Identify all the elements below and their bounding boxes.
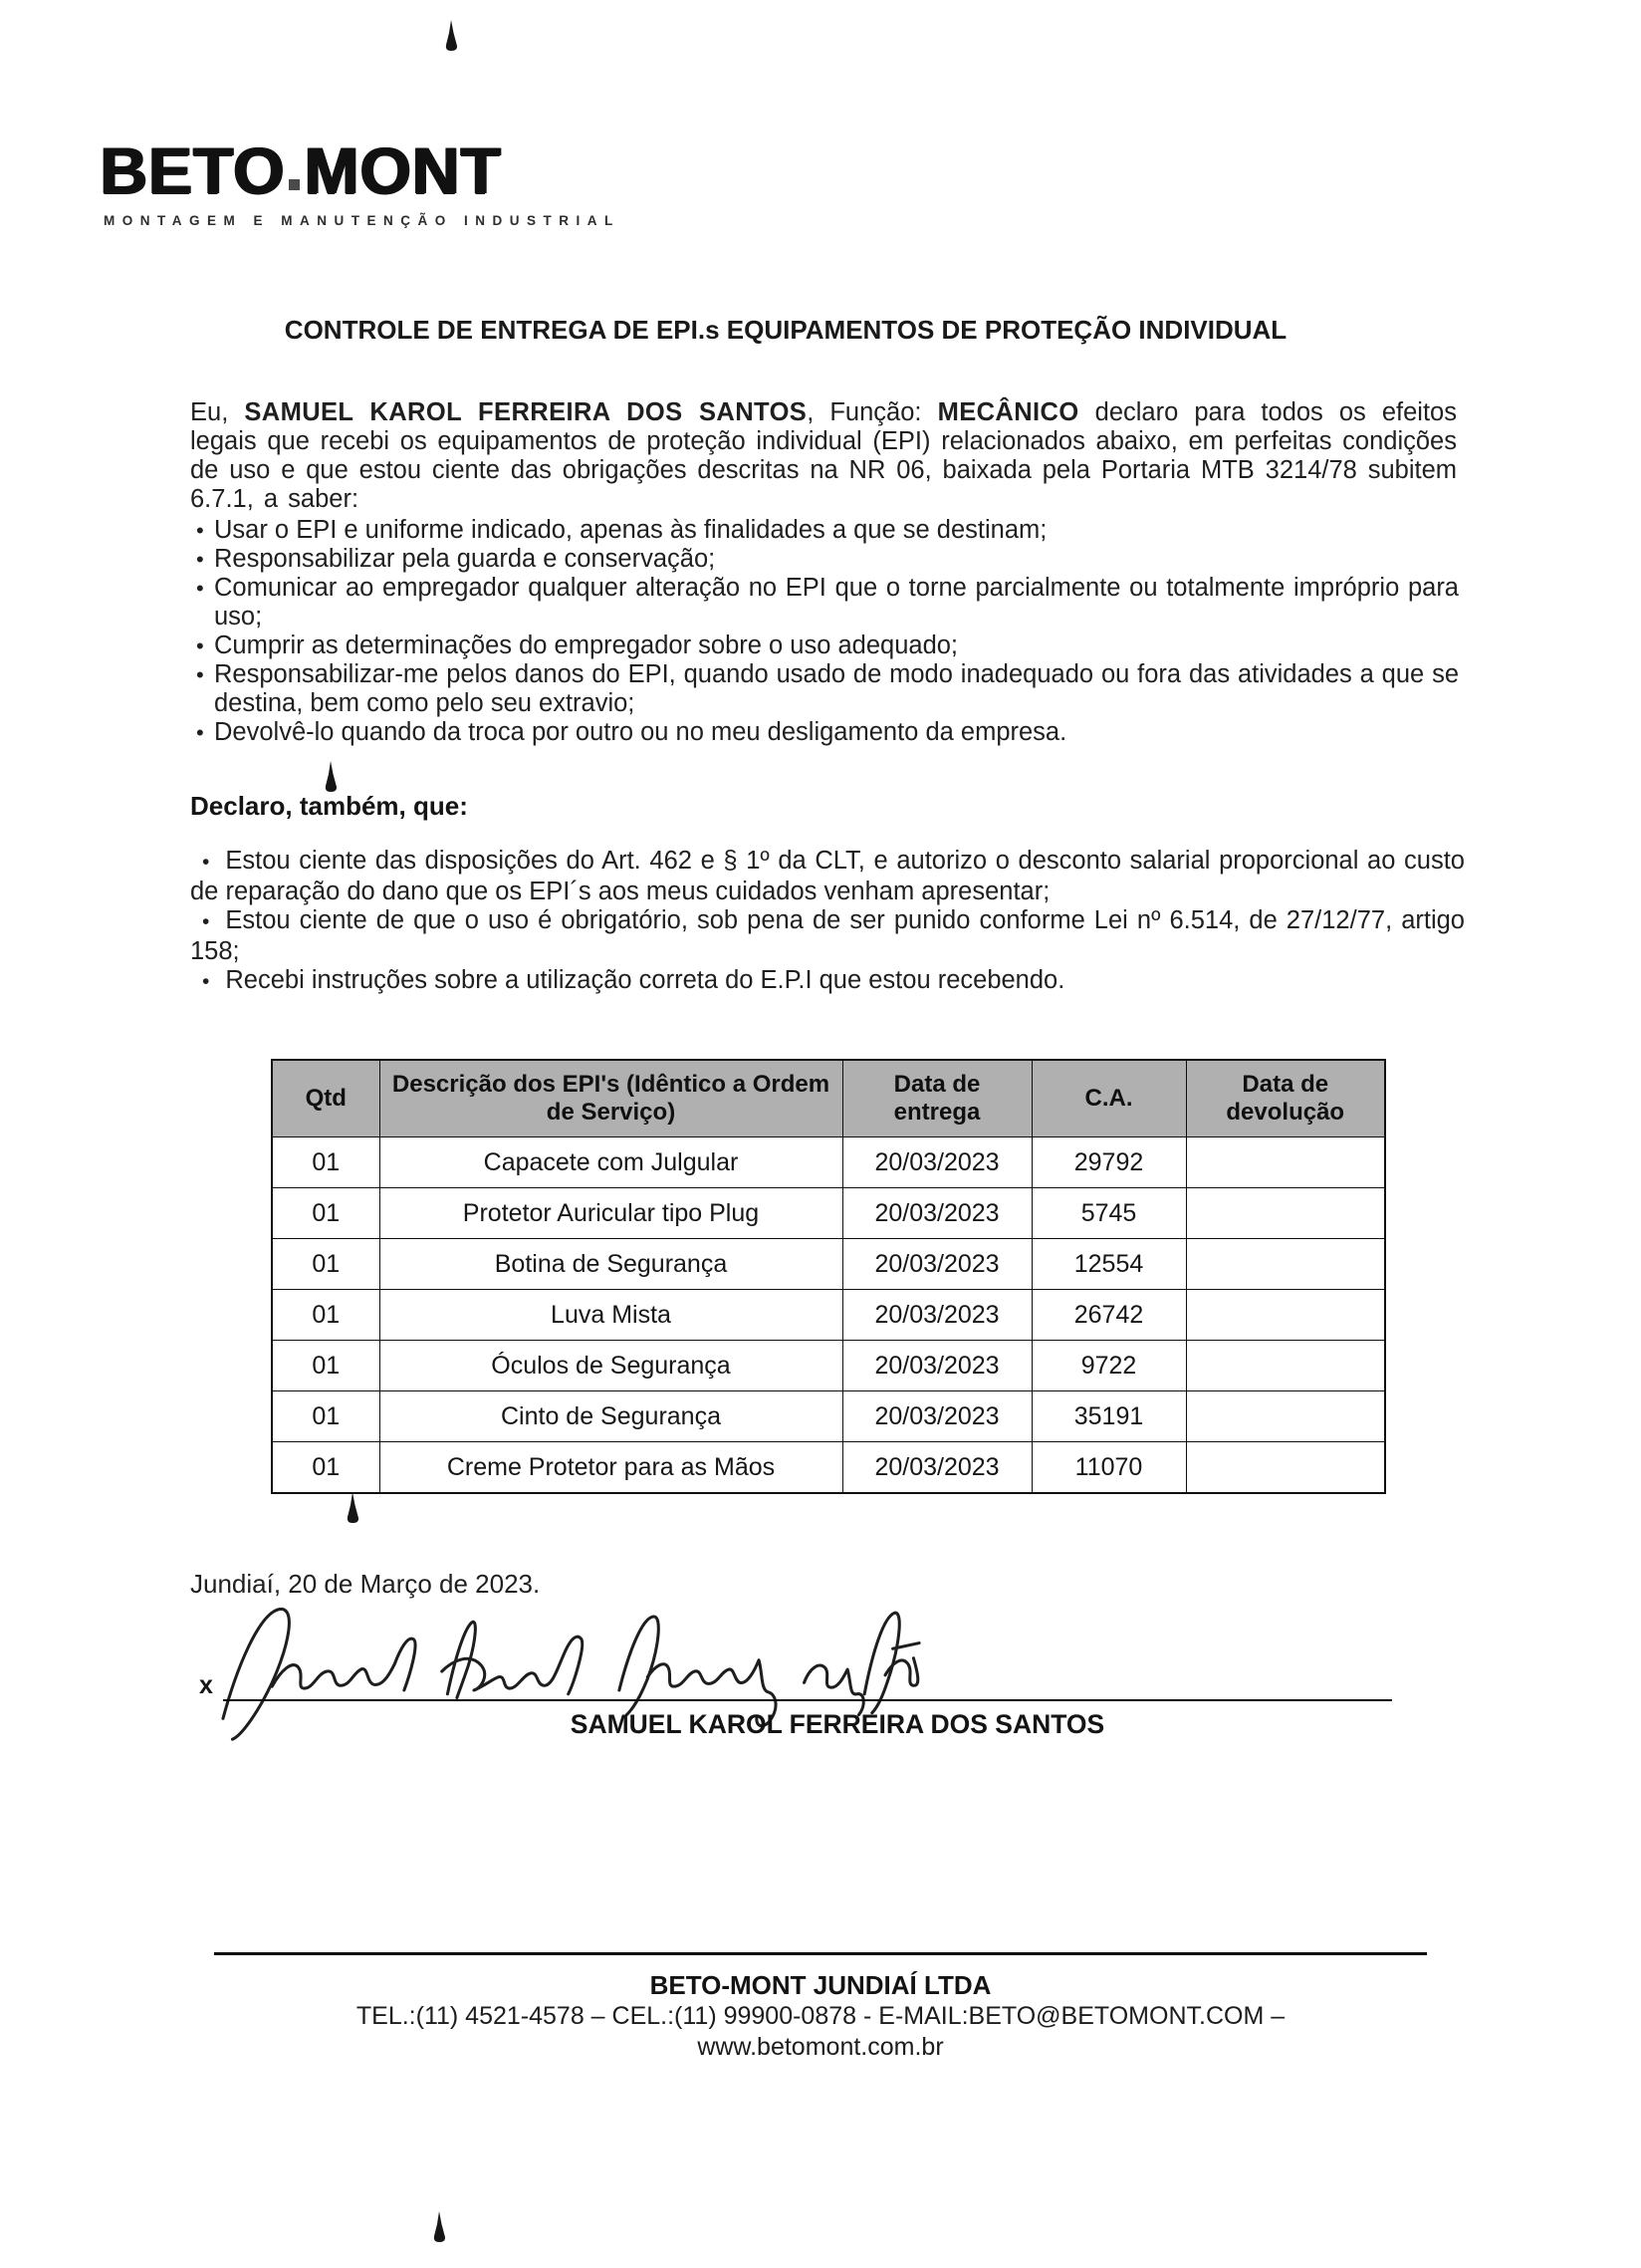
cell-ca: 9722 bbox=[1032, 1341, 1186, 1391]
epi-delivery-table bbox=[271, 1059, 1386, 1494]
bullet-icon: • bbox=[196, 547, 204, 572]
bullet-icon: • bbox=[202, 851, 210, 874]
list-item bbox=[196, 516, 1459, 545]
cell-entrega: 20/03/2023 bbox=[842, 1391, 1032, 1442]
col-header-entrega: Data de entrega bbox=[842, 1060, 1032, 1137]
logo-tagline: MONTAGEM E MANUTENÇÃO INDUSTRIAL bbox=[104, 213, 620, 228]
list-item-text: Cumprir as determinações do empregador sobre o uso adequado; bbox=[214, 631, 959, 659]
document-title: CONTROLE DE ENTREGA DE EPI.s EQUIPAMENTOS DE PROTEÇÃO INDIVIDUAL bbox=[284, 315, 1288, 345]
company-logo bbox=[100, 133, 620, 228]
bullet-icon: • bbox=[202, 910, 210, 933]
cell-ca: 12554 bbox=[1032, 1239, 1186, 1290]
cell-entrega: 20/03/2023 bbox=[842, 1442, 1032, 1494]
footer-divider bbox=[214, 1952, 1427, 1955]
cell-ca: 35191 bbox=[1032, 1391, 1186, 1442]
date-line: Jundiaí, 20 de Março de 2023. bbox=[190, 1569, 541, 1599]
cell-qtd: 01 bbox=[272, 1442, 379, 1494]
table-row bbox=[272, 1239, 1385, 1290]
logo-text-prefix: BETO bbox=[100, 133, 286, 207]
declarations-list bbox=[190, 847, 1465, 997]
col-header-ca: C.A. bbox=[1032, 1060, 1186, 1137]
cell-qtd: 01 bbox=[272, 1188, 379, 1239]
employee-name: SAMUEL KAROL FERREIRA DOS SANTOS bbox=[244, 398, 808, 426]
funcao-value: MECÂNICO bbox=[937, 398, 1079, 426]
cell-qtd: 01 bbox=[272, 1290, 379, 1341]
cell-ca: 29792 bbox=[1032, 1137, 1186, 1188]
cell-devolucao bbox=[1186, 1341, 1385, 1391]
list-item bbox=[196, 631, 1459, 660]
list-item-text: Recebi instruções sobre a utilização correta do E.P.I que estou recebendo. bbox=[225, 966, 1065, 994]
bullet-icon: • bbox=[196, 662, 204, 687]
bullet-icon: • bbox=[196, 633, 204, 658]
cell-qtd: 01 bbox=[272, 1341, 379, 1391]
list-item bbox=[190, 906, 1465, 966]
cell-descricao: Botina de Segurança bbox=[379, 1239, 842, 1290]
cell-descricao: Creme Protetor para as Mãos bbox=[379, 1442, 842, 1494]
cell-qtd: 01 bbox=[272, 1137, 379, 1188]
declarations-heading: Declaro, também, que: bbox=[190, 791, 468, 821]
table-row bbox=[272, 1341, 1385, 1391]
cell-devolucao bbox=[1186, 1239, 1385, 1290]
ink-mark-icon bbox=[443, 20, 459, 54]
cell-qtd: 01 bbox=[272, 1391, 379, 1442]
cell-ca: 5745 bbox=[1032, 1188, 1186, 1239]
cell-descricao: Luva Mista bbox=[379, 1290, 842, 1341]
logo-text-suffix: MONT bbox=[304, 133, 502, 207]
footer-contacts: TEL.:(11) 4521-4578 – CEL.:(11) 99900-0878 - E-MAIL:BETO@BETOMONT.COM – bbox=[355, 2002, 1286, 2030]
obligations-list bbox=[196, 516, 1459, 747]
list-item bbox=[190, 847, 1465, 906]
table-row bbox=[272, 1137, 1385, 1188]
table-row bbox=[272, 1391, 1385, 1442]
cell-descricao: Capacete com Julgular bbox=[379, 1137, 842, 1188]
cell-descricao: Protetor Auricular tipo Plug bbox=[379, 1188, 842, 1239]
col-header-qtd: Qtd bbox=[272, 1060, 379, 1137]
cell-entrega: 20/03/2023 bbox=[842, 1290, 1032, 1341]
cell-devolucao bbox=[1186, 1442, 1385, 1494]
funcao-label: , Função: bbox=[807, 398, 938, 426]
signature-line bbox=[223, 1699, 1392, 1701]
list-item bbox=[190, 966, 1465, 997]
cell-devolucao bbox=[1186, 1391, 1385, 1442]
cell-ca: 26742 bbox=[1032, 1290, 1186, 1341]
cell-entrega: 20/03/2023 bbox=[842, 1239, 1032, 1290]
col-header-devolucao: Data de devolução bbox=[1186, 1060, 1385, 1137]
list-item-text: Comunicar ao empregador qualquer alteração no EPI que o torne parcialmente ou totalmente impróprio para uso; bbox=[214, 574, 1459, 630]
col-header-descricao: Descrição dos EPI's (Idêntico a Ordem de Serviço) bbox=[379, 1060, 842, 1137]
list-item bbox=[196, 660, 1459, 718]
bullet-icon: • bbox=[196, 720, 204, 745]
list-item bbox=[196, 718, 1459, 747]
table-row bbox=[272, 1442, 1385, 1494]
list-item-text: Devolvê-lo quando da troca por outro ou no meu desligamento da empresa. bbox=[214, 718, 1067, 746]
list-item-text: Responsabilizar-me pelos danos do EPI, quando usado de modo inadequado ou fora das atividades a que se destina, bem como pelo seu extravio; bbox=[214, 660, 1459, 717]
table-header-row bbox=[272, 1060, 1385, 1137]
intro-prefix: Eu, bbox=[190, 398, 245, 426]
cell-qtd: 01 bbox=[272, 1239, 379, 1290]
cell-ca: 11070 bbox=[1032, 1442, 1186, 1494]
cell-descricao: Óculos de Segurança bbox=[379, 1341, 842, 1391]
cell-entrega: 20/03/2023 bbox=[842, 1341, 1032, 1391]
list-item-text: Estou ciente de que o uso é obrigatório, sob pena de ser punido conforme Lei nº 6.514, de 27/12/77, artigo 158; bbox=[190, 906, 1465, 965]
ink-mark-icon bbox=[345, 1492, 360, 1526]
table-row bbox=[272, 1188, 1385, 1239]
cell-devolucao bbox=[1186, 1290, 1385, 1341]
signature-x-mark: x bbox=[199, 1671, 213, 1699]
footer-company: BETO-MONT JUNDIAÍ LTDA bbox=[649, 1970, 992, 2000]
bullet-icon: • bbox=[196, 518, 204, 543]
bullet-icon: • bbox=[202, 970, 210, 993]
ink-mark-icon bbox=[323, 761, 339, 795]
cell-entrega: 20/03/2023 bbox=[842, 1188, 1032, 1239]
list-item bbox=[196, 545, 1459, 574]
signed-name: SAMUEL KAROL FERREIRA DOS SANTOS bbox=[570, 1709, 1105, 1739]
cell-descricao: Cinto de Segurança bbox=[379, 1391, 842, 1442]
cell-devolucao bbox=[1186, 1188, 1385, 1239]
bullet-icon: • bbox=[196, 576, 204, 601]
list-item bbox=[196, 574, 1459, 631]
list-item-text: Responsabilizar pela guarda e conservação; bbox=[214, 545, 716, 573]
intro-paragraph bbox=[190, 398, 1457, 514]
square-dot-icon bbox=[289, 179, 300, 190]
intro-body: declaro para todos os efeitos legais que recebi os equipamentos de proteção individual (EPI) relacionados abaixo, em perfeitas condições de uso e que estou ciente das obrigações descritas na NR 06, baixada pela Portaria MTB 3214/78 subitem 6.7.1, a saber: bbox=[190, 398, 1457, 513]
footer-website: www.betomont.com.br bbox=[697, 2033, 944, 2061]
ink-mark-icon bbox=[431, 2211, 447, 2245]
cell-entrega: 20/03/2023 bbox=[842, 1137, 1032, 1188]
cell-devolucao bbox=[1186, 1137, 1385, 1188]
table-row bbox=[272, 1290, 1385, 1341]
list-item-text: Estou ciente das disposições do Art. 462 e § 1º da CLT, e autorizo o desconto salarial proporcional ao custo de reparação do dano que os EPI´s aos meus cuidados venham apresentar; bbox=[190, 847, 1465, 905]
list-item-text: Usar o EPI e uniforme indicado, apenas às finalidades a que se destinam; bbox=[214, 516, 1048, 544]
logo-wordmark bbox=[100, 133, 620, 207]
